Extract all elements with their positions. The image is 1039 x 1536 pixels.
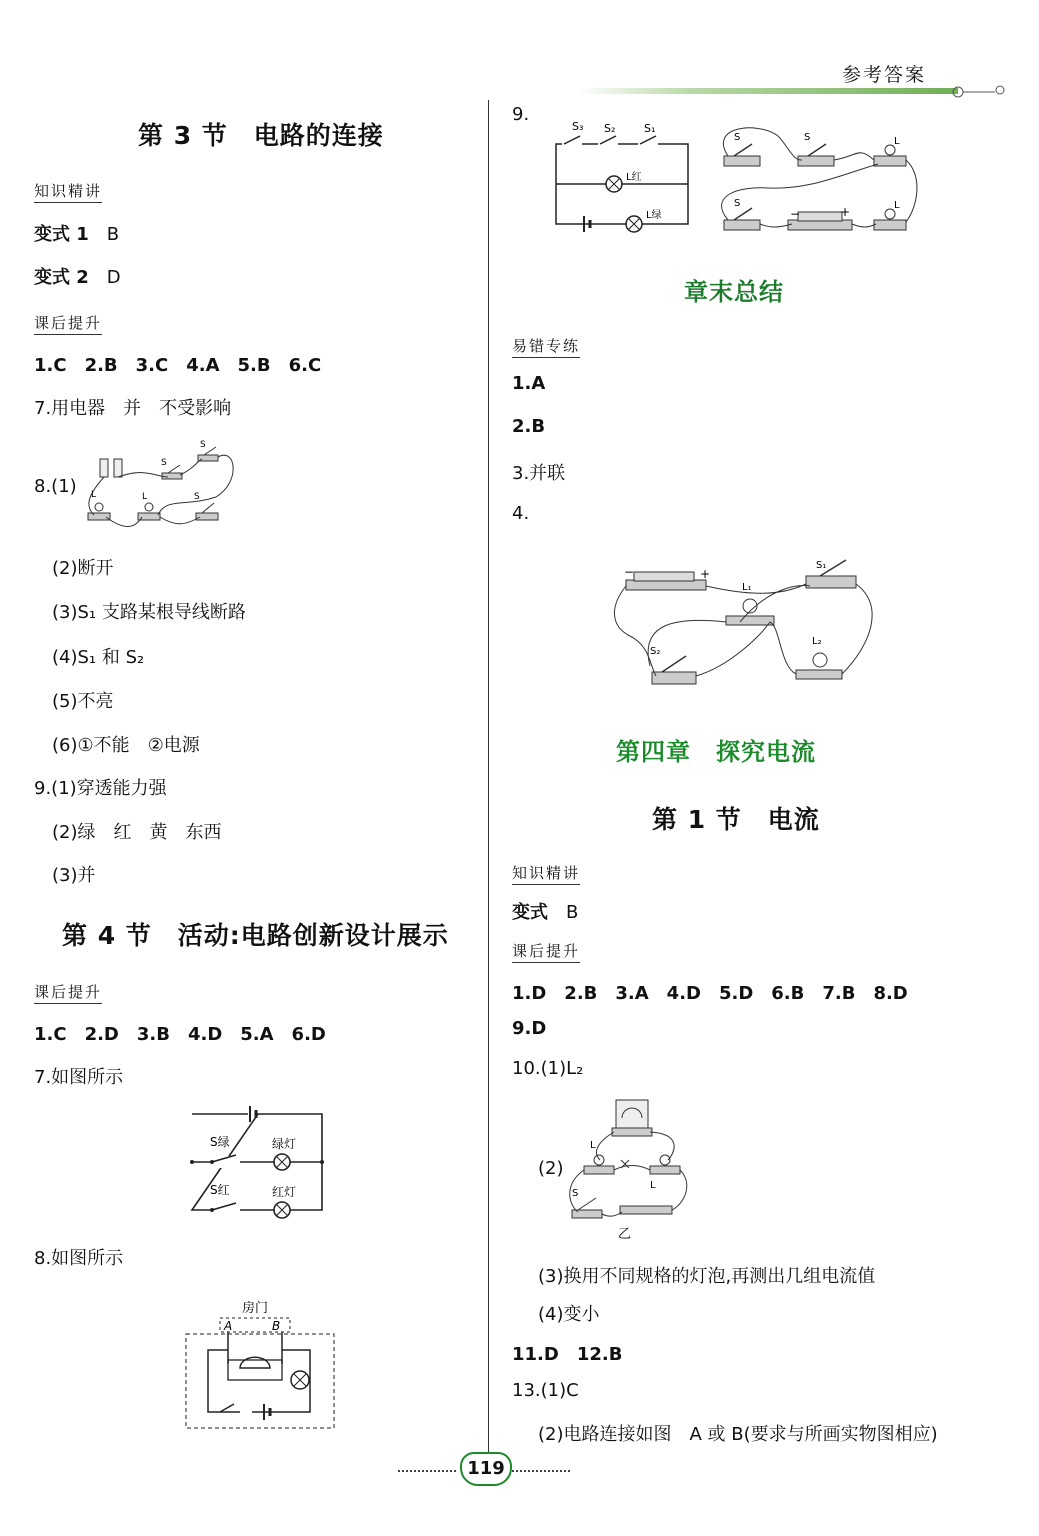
answer-8-4: (4)S₁ 和 S₂ <box>52 647 145 668</box>
circuit-figure-8 <box>76 437 236 529</box>
svg-text:+: + <box>840 205 851 219</box>
schematic-figure-8 <box>180 1294 340 1434</box>
svg-text:S: S <box>734 198 741 209</box>
circuit-figure-10 <box>564 1094 694 1244</box>
subheading-after-class-r: 课后提升 <box>512 940 580 963</box>
svg-text:S: S <box>572 1188 579 1199</box>
answer-r-13-2: (2)电路连接如图 A 或 B(要求与所画实物图相应) <box>538 1424 938 1445</box>
variant-answer-r: B <box>566 902 579 923</box>
label-s2: S₂ <box>604 122 616 135</box>
header-divider <box>578 88 958 94</box>
column-divider <box>488 100 489 1460</box>
subheading-knowledge: 知识精讲 <box>34 180 102 203</box>
subheading-error: 易错专练 <box>512 335 580 358</box>
label-green-lamp: 绿灯 <box>272 1137 297 1151</box>
header-ornament <box>950 84 1010 100</box>
answer-8-6: (6)①不能 ②电源 <box>52 735 200 756</box>
answer-8-3: (3)S₁ 支路某根导线断路 <box>52 602 246 623</box>
section-4-title: 第 4 节 活动:电路创新设计展示 <box>62 921 449 950</box>
footer-dots-left <box>398 1470 456 1474</box>
chapter-summary-title: 章末总结 <box>684 278 784 306</box>
header-title: 参考答案 <box>842 64 927 86</box>
error-answer-4: 4. <box>512 503 530 524</box>
answer-4-8: 8.如图所示 <box>34 1248 124 1269</box>
answer-8-2: (2)断开 <box>52 558 114 579</box>
label-s-red: S红 <box>210 1183 230 1197</box>
variant-1-label: 变式 1 <box>34 224 89 245</box>
error-answer-3: 3.并联 <box>512 463 566 484</box>
footer-dots-right <box>512 1470 570 1474</box>
label-fig4-s1: S₁ <box>816 560 827 571</box>
label-s3: S₃ <box>572 120 584 133</box>
answer-r-9: 9. <box>512 104 530 125</box>
answer-r-9b: 9.D <box>512 1018 547 1039</box>
answer-r-10-4: (4)变小 <box>538 1304 600 1325</box>
error-answer-2: 2.B <box>512 416 546 437</box>
label-fig4-l1: L₁ <box>742 582 752 593</box>
answer-r-13-1: 13.(1)C <box>512 1380 579 1401</box>
answers-4-1-6: 1.C 2.D 3.B 4.D 5.A 6.D <box>34 1024 326 1045</box>
svg-text:S: S <box>200 440 206 450</box>
svg-text:−: − <box>624 565 635 579</box>
answer-8-1: 8.(1) <box>34 476 77 497</box>
variant-1-answer: B <box>106 224 120 245</box>
svg-text:L: L <box>590 1140 596 1151</box>
answer-r-10-3: (3)换用不同规格的灯泡,再测出几组电流值 <box>538 1266 876 1287</box>
label-b: B <box>272 1319 281 1333</box>
subheading-knowledge-r: 知识精讲 <box>512 862 580 885</box>
label-s-green: S绿 <box>210 1135 230 1149</box>
svg-text:L: L <box>894 200 900 211</box>
circuit-figure-error-4 <box>610 556 886 692</box>
label-s1: S₁ <box>644 122 656 135</box>
answer-9-1: 9.(1)穿透能力强 <box>34 778 167 799</box>
circuit-figure-9-physical <box>708 116 920 240</box>
answer-7: 7.用电器 并 不受影响 <box>34 398 232 419</box>
subheading-after-class-4: 课后提升 <box>34 981 102 1004</box>
schematic-figure-9 <box>548 116 698 236</box>
answer-4-7: 7.如图所示 <box>34 1067 124 1088</box>
label-l-green: L绿 <box>646 210 662 221</box>
answer-9-2: (2)绿 红 黄 东西 <box>52 822 222 843</box>
svg-text:S: S <box>161 458 167 468</box>
section-3-title: 第 3 节 电路的连接 <box>138 121 384 150</box>
answer-r-10-1: 10.(1)L₂ <box>512 1058 584 1079</box>
label-red-lamp: 红灯 <box>272 1185 297 1199</box>
svg-text:L: L <box>650 1180 656 1191</box>
section-1-title: 第 1 节 电流 <box>652 805 820 834</box>
figure-label-yi: 乙 <box>618 1227 632 1242</box>
variant-2-label: 变式 2 <box>34 267 89 288</box>
error-answer-1: 1.A <box>512 373 546 394</box>
label-door: 房门 <box>242 1301 269 1316</box>
svg-text:L: L <box>894 136 900 147</box>
subheading-after-class: 课后提升 <box>34 312 102 335</box>
variant-label-r: 变式 <box>512 902 548 923</box>
svg-text:L: L <box>142 492 148 502</box>
label-fig4-s2: S₂ <box>650 646 661 657</box>
label-a: A <box>224 1319 233 1333</box>
svg-text:−: − <box>790 207 801 221</box>
answer-r-10-2: (2) <box>538 1158 564 1179</box>
svg-text:+: + <box>700 567 711 581</box>
chapter-4-title: 第四章 探究电流 <box>616 738 816 766</box>
page-number: 119 <box>460 1452 512 1486</box>
answers-1-6: 1.C 2.B 3.C 4.A 5.B 6.C <box>34 355 322 376</box>
schematic-figure-7 <box>180 1100 330 1220</box>
svg-text:L: L <box>91 490 97 500</box>
answers-r-1-8: 1.D 2.B 3.A 4.D 5.D 6.B 7.B 8.D <box>512 983 908 1004</box>
label-fig4-l2: L₂ <box>812 636 822 647</box>
variant-2-answer: D <box>106 267 121 288</box>
svg-text:S: S <box>734 132 741 143</box>
answer-8-5: (5)不亮 <box>52 691 114 712</box>
svg-text:S: S <box>194 492 200 502</box>
answer-r-11-12: 11.D 12.B <box>512 1344 623 1365</box>
answer-9-3: (3)并 <box>52 865 96 886</box>
svg-text:S: S <box>804 132 811 143</box>
label-l-red: L红 <box>626 172 642 183</box>
